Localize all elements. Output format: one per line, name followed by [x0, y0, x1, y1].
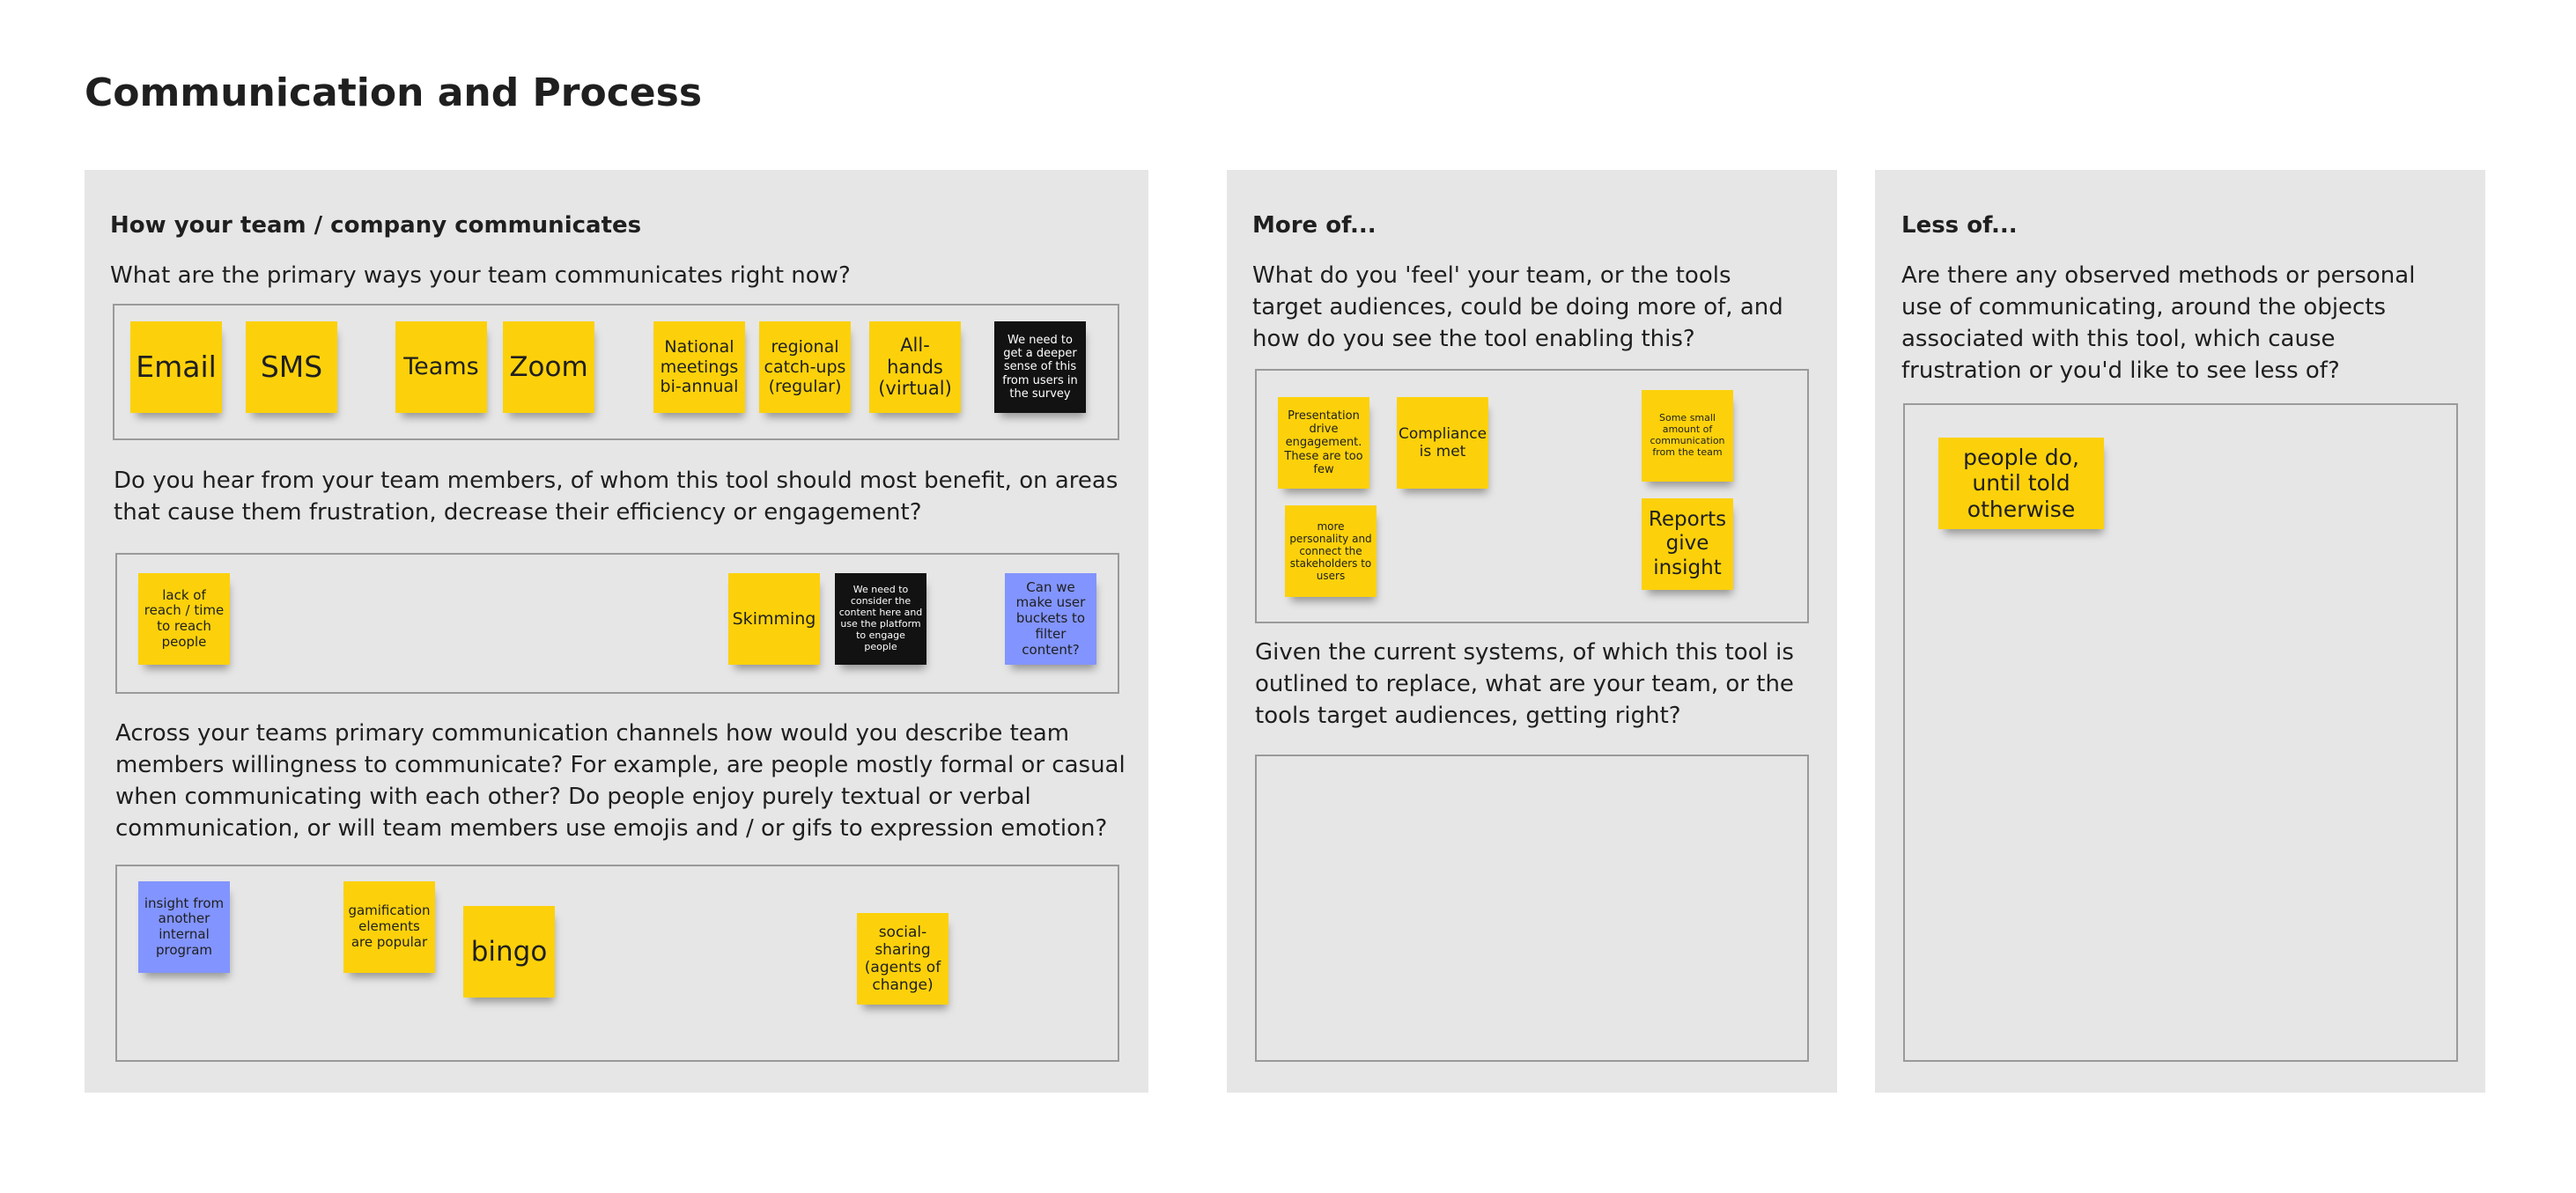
sticky-note[interactable]: Teams: [395, 321, 487, 413]
sticky-note[interactable]: bingo: [463, 906, 555, 998]
sticky-note[interactable]: social-sharing (agents of change): [857, 913, 948, 1005]
question-getting-right: Given the current systems, of which this tool is outlined to replace, what are your team, or the tools target audiences, getting right?: [1255, 639, 1794, 729]
sticky-note[interactable]: lack of reach / time to reach people: [138, 573, 230, 665]
sticky-note[interactable]: insight from another internal program: [138, 881, 230, 973]
sticky-note[interactable]: National meetings bi-annual: [653, 321, 745, 413]
question-primary-ways: What are the primary ways your team communicates right now?: [110, 262, 851, 289]
page-title: Communication and Process: [85, 70, 703, 115]
sticky-note[interactable]: Presentation drive engagement. These are too few: [1278, 397, 1369, 489]
sticky-note[interactable]: people do, until told otherwise: [1938, 438, 2104, 529]
frame-willingness: [115, 865, 1119, 1062]
panel-heading-less-of: Less of...: [1901, 212, 2018, 239]
question-more-of: What do you 'feel' your team, or the tools target audiences, could be doing more of, and how do you see the tool enabling this?: [1252, 262, 1783, 352]
sticky-note[interactable]: Email: [130, 321, 222, 413]
frame-frustration: [115, 553, 1119, 694]
question-less-of: Are there any observed methods or personal use of communicating, around the objects associated with this tool, which cause frustration or you'd like to see less of?: [1901, 262, 2416, 384]
sticky-note[interactable]: Can we make user buckets to filter content?: [1005, 573, 1096, 665]
panel-heading-more-of: More of...: [1252, 212, 1377, 239]
panel-heading-communicates: How your team / company communicates: [110, 212, 642, 239]
sticky-note[interactable]: Some small amount of communication from the team: [1642, 390, 1733, 482]
sticky-note[interactable]: regional catch-ups (regular): [759, 321, 851, 413]
sticky-note[interactable]: SMS: [246, 321, 337, 413]
question-willingness: Across your teams primary communication channels how would you describe team members willingness to communicate? For example, are people mostly formal or casual when communicating with each other? Do people enjoy purely textual or verbal communication, or will team members use emojis and / or gifs to expression emotion?: [115, 720, 1126, 842]
sticky-note[interactable]: Compliance is met: [1397, 397, 1488, 489]
sticky-note[interactable]: gamification elements are popular: [343, 881, 435, 973]
sticky-note[interactable]: Zoom: [503, 321, 594, 413]
sticky-note[interactable]: Reports give insight: [1642, 498, 1733, 590]
frame-getting-right: [1255, 755, 1809, 1062]
question-frustration: Do you hear from your team members, of whom this tool should most benefit, on areas that cause them frustration, decrease their efficiency or engagement?: [114, 468, 1118, 526]
sticky-note[interactable]: We need to consider the content here and use the platform to engage people: [835, 573, 926, 665]
sticky-note[interactable]: more personality and connect the stakeholders to users: [1285, 505, 1377, 597]
sticky-note[interactable]: We need to get a deeper sense of this from users in the survey: [994, 321, 1086, 413]
sticky-note[interactable]: Skimming: [728, 573, 820, 665]
sticky-note[interactable]: All-hands (virtual): [869, 321, 961, 413]
